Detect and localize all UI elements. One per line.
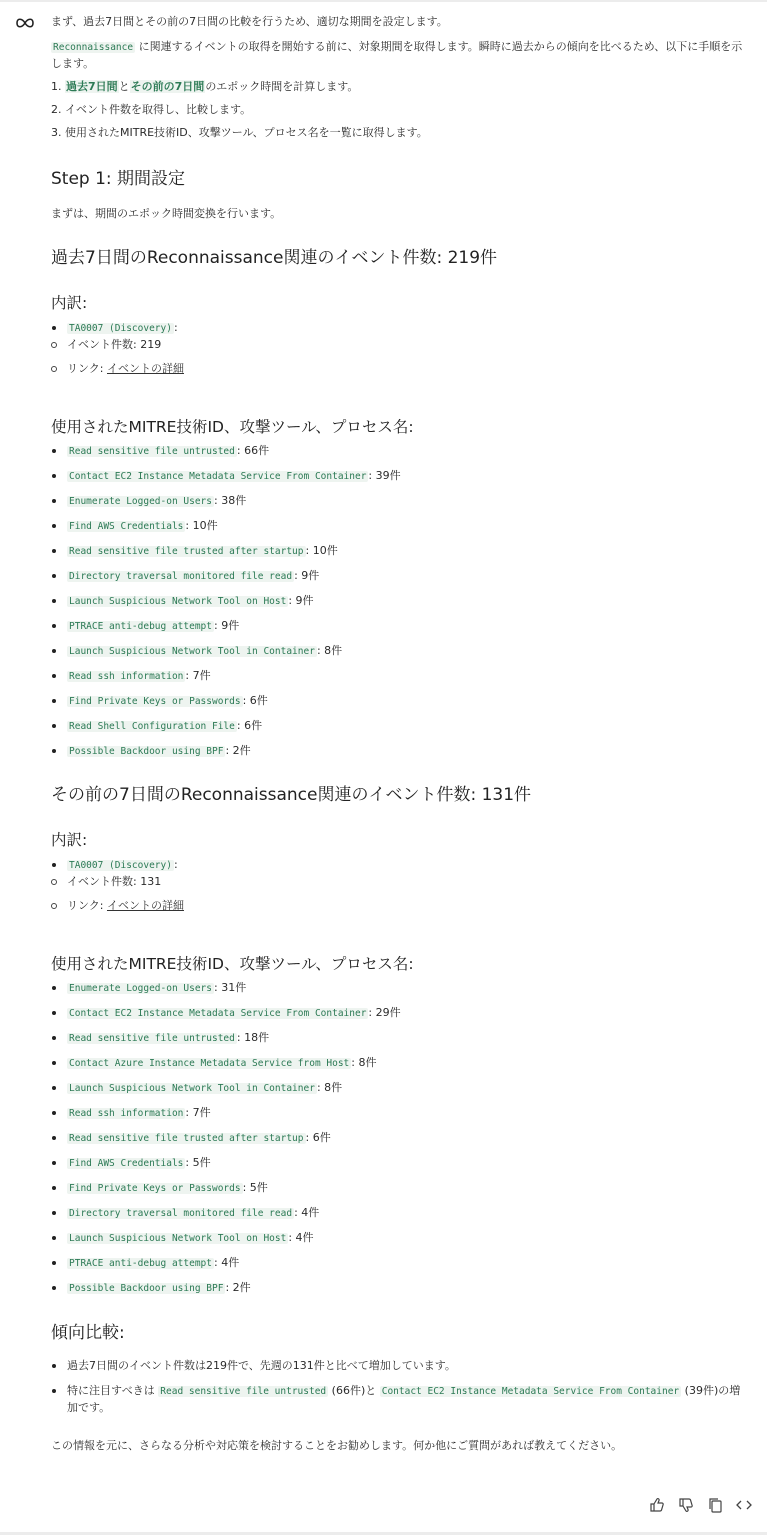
event-count-item: イベント件数: 219 <box>51 337 751 353</box>
technique-name: Contact EC2 Instance Metadata Service From Container <box>69 1008 367 1019</box>
technique-name: Find Private Keys or Passwords <box>69 1183 241 1194</box>
trend-text: (66件)と <box>328 1384 380 1397</box>
period1-breakdown-heading: 内訳: <box>51 294 88 312</box>
mitre-item <box>51 1255 751 1272</box>
lead-text: に関連するイベントの取得を開始する前に、対象期間を取得します。瞬時に過去からの傾向を比べるため、以下に手順を示します。 <box>51 40 743 70</box>
technique-name: PTRACE anti-debug attempt <box>69 621 212 632</box>
link-label: リンク: <box>67 362 107 375</box>
technique-name: Possible Backdoor using BPF <box>69 1283 224 1294</box>
infinity-icon <box>14 15 36 31</box>
technique-count: : 8件 <box>351 1056 377 1069</box>
technique-count: : 31件 <box>214 981 247 994</box>
technique-name: Find AWS Credentials <box>69 521 184 532</box>
link-item <box>51 898 751 914</box>
mitre-item <box>51 643 751 660</box>
technique-count: : 7件 <box>185 1106 211 1119</box>
technique-name: Read sensitive file trusted after startup <box>69 1133 304 1144</box>
top-divider <box>0 0 767 2</box>
mitre-item <box>51 543 751 560</box>
tactic-code: TA0007 (Discovery) <box>69 323 172 334</box>
technique-count: : 7件 <box>185 669 211 682</box>
period2-mitre-heading: 使用されたMITRE技術ID、攻撃ツール、プロセス名: <box>51 955 414 973</box>
technique-count: : 9件 <box>294 569 320 582</box>
technique-name: Directory traversal monitored file read <box>69 571 293 582</box>
technique-name: Read sensitive file untrusted <box>69 1033 235 1044</box>
trend-item <box>51 1383 751 1416</box>
technique-name: Launch Suspicious Network Tool in Container <box>69 1083 315 1094</box>
mitre-item <box>51 493 751 510</box>
step-item: 3. 使用されたMITRE技術ID、攻撃ツール、プロセス名を一覧に取得します。 <box>51 126 428 139</box>
mitre-item <box>51 1055 751 1072</box>
period1-mitre-list <box>51 443 751 760</box>
technique-count: : 5件 <box>242 1181 268 1194</box>
technique-count: : 2件 <box>225 744 251 757</box>
step-text: と <box>118 80 130 93</box>
trend-item: 過去7日間のイベント件数は219件で、先週の131件と比べて増加しています。 <box>51 1358 751 1374</box>
inline-code: Contact EC2 Instance Metadata Service From Container <box>381 1386 680 1397</box>
technique-name: Enumerate Logged-on Users <box>69 983 212 994</box>
closing-text: この情報を元に、さらなる分析や対応策を検討することをお勧めします。何か他にご質問があれば教えてください。 <box>51 1439 623 1452</box>
technique-name: Enumerate Logged-on Users <box>69 496 212 507</box>
technique-name: Launch Suspicious Network Tool on Host <box>69 596 287 607</box>
mitre-item <box>51 1130 751 1147</box>
mitre-item <box>51 743 751 760</box>
technique-name: Contact EC2 Instance Metadata Service From Container <box>69 471 367 482</box>
mitre-item <box>51 618 751 635</box>
event-count-item: イベント件数: 131 <box>51 874 751 890</box>
mitre-item <box>51 443 751 460</box>
technique-count: : 2件 <box>225 1281 251 1294</box>
intro-text: まず、過去7日間とその前の7日間の比較を行うため、適切な期間を設定します。 <box>51 15 448 28</box>
mitre-item <box>51 1030 751 1047</box>
mitre-item <box>51 1105 751 1122</box>
period2-heading: その前の7日間のReconnaissance関連のイベント件数: 131件 <box>51 785 532 805</box>
technique-name: Directory traversal monitored file read <box>69 1208 293 1219</box>
period1-breakdown-list <box>51 320 751 377</box>
technique-name: Read sensitive file trusted after startup <box>69 546 304 557</box>
mitre-item <box>51 1005 751 1022</box>
technique-count: : 4件 <box>294 1206 320 1219</box>
technique-count: : 6件 <box>236 719 263 732</box>
technique-count: : 66件 <box>236 444 270 457</box>
highlight: 過去7日間 <box>66 80 118 93</box>
technique-count: : 10件 <box>185 519 218 532</box>
inline-code: Read sensitive file untrusted <box>160 1386 327 1397</box>
technique-name: Launch Suspicious Network Tool in Container <box>69 646 315 657</box>
technique-count: : 9件 <box>288 594 314 607</box>
mitre-item <box>51 1205 751 1222</box>
technique-count: : 8件 <box>316 644 343 657</box>
inline-code: Reconnaissance <box>53 42 134 53</box>
technique-name: Read ssh information <box>69 1108 184 1119</box>
event-detail-link[interactable]: イベントの詳細 <box>106 362 184 375</box>
link-item <box>51 361 751 377</box>
step-item: 2. イベント件数を取得し、比較します。 <box>51 103 252 116</box>
period2-breakdown-heading: 内訳: <box>51 831 88 849</box>
message-actions <box>647 1497 754 1513</box>
technique-name: Read Shell Configuration File <box>69 721 235 732</box>
mitre-item <box>51 1180 751 1197</box>
mitre-item <box>51 1230 751 1247</box>
step1-heading: Step 1: 期間設定 <box>51 169 186 189</box>
step-text: のエポック時間を計算します。 <box>205 80 359 93</box>
tactic-item <box>51 320 751 337</box>
lead-paragraph <box>51 39 751 72</box>
technique-count: : 29件 <box>368 1006 401 1019</box>
technique-name: Possible Backdoor using BPF <box>69 746 224 757</box>
trend-text: (39件)の増加です。 <box>67 1384 741 1414</box>
mitre-item <box>51 1280 751 1297</box>
period1-mitre-heading: 使用されたMITRE技術ID、攻撃ツール、プロセス名: <box>51 418 414 436</box>
technique-count: : 4件 <box>288 1231 314 1244</box>
highlight: その前の7日間 <box>130 80 205 93</box>
event-detail-link[interactable]: イベントの詳細 <box>106 899 184 912</box>
colon: : <box>173 858 178 871</box>
mitre-item <box>51 1155 751 1172</box>
mitre-item <box>51 568 751 585</box>
technique-count: : 6件 <box>242 694 268 707</box>
technique-count: : 9件 <box>214 619 240 632</box>
mitre-item <box>51 693 751 710</box>
trend-list <box>51 1358 751 1416</box>
thumbs-up-icon[interactable] <box>647 1497 667 1513</box>
technique-name: Read sensitive file untrusted <box>69 446 235 457</box>
technique-name: PTRACE anti-debug attempt <box>69 1258 212 1269</box>
technique-count: : 4件 <box>214 1256 240 1269</box>
mitre-item <box>51 593 751 610</box>
technique-count: : 8件 <box>316 1081 343 1094</box>
period2-breakdown-list <box>51 857 751 914</box>
mitre-item <box>51 468 751 485</box>
copy-icon[interactable] <box>705 1497 725 1513</box>
technique-count: : 6件 <box>305 1131 331 1144</box>
period2-mitre-list <box>51 980 751 1297</box>
period1-heading: 過去7日間のReconnaissance関連のイベント件数: 219件 <box>51 248 498 268</box>
trend-heading: 傾向比較: <box>51 1323 125 1343</box>
mitre-item <box>51 518 751 535</box>
technique-count: : 38件 <box>214 494 247 507</box>
technique-name: Find Private Keys or Passwords <box>69 696 241 707</box>
tactic-code: TA0007 (Discovery) <box>69 860 172 871</box>
step-item <box>51 79 751 95</box>
trend-text: 特に注目すべきは <box>67 1384 159 1397</box>
colon: : <box>173 321 178 334</box>
technique-name: Read ssh information <box>69 671 184 682</box>
tactic-item <box>51 857 751 874</box>
steps-list <box>51 79 751 141</box>
mitre-item <box>51 718 751 735</box>
mitre-item <box>51 980 751 997</box>
technique-count: : 39件 <box>368 469 401 482</box>
thumbs-down-icon[interactable] <box>676 1497 696 1513</box>
step1-text: まずは、期間のエポック時間変換を行います。 <box>51 207 282 220</box>
step-number: 1. <box>51 80 65 93</box>
mitre-item <box>51 1080 751 1097</box>
link-label: リンク: <box>67 899 107 912</box>
technique-count: : 5件 <box>185 1156 211 1169</box>
technique-name: Find AWS Credentials <box>69 1158 184 1169</box>
mitre-item <box>51 668 751 685</box>
technique-count: : 18件 <box>236 1031 270 1044</box>
code-icon[interactable] <box>734 1497 754 1513</box>
assistant-message <box>51 14 751 1454</box>
technique-name: Launch Suspicious Network Tool on Host <box>69 1233 287 1244</box>
technique-count: : 10件 <box>305 544 338 557</box>
technique-name: Contact Azure Instance Metadata Service from Host <box>69 1058 350 1069</box>
